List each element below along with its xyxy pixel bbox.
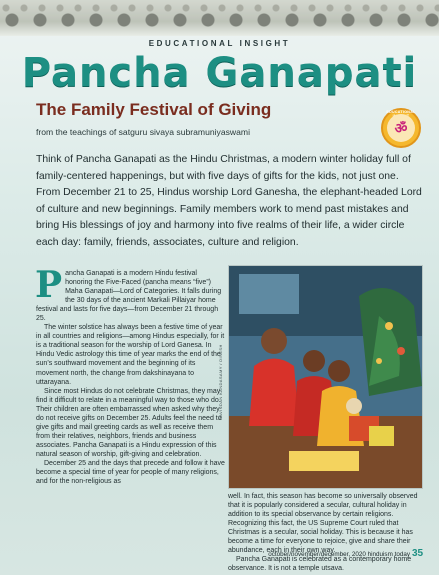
photo-credit: RAVINDAN KANDASAMY / DINESH [218, 344, 223, 420]
body-paragraph: Since most Hindus do not celebrate Christmas, they may find it difficult to relate in a meaningful way to those who do. Their children are often embarrassed when asked why they do not receive gifts on December 25. Adults feel the need to give gifts and mail greeting cards as well as receive them from their relatives, neighbors, friends and business associates. Pancha Ganapati is a Hindu expression of this natural season of worship, gift-giving and celebration. [36, 387, 222, 458]
section-kicker: EDUCATIONAL INSIGHT [148, 39, 291, 48]
drop-cap: P [35, 264, 63, 306]
lede-paragraph: Think of Pancha Ganapati as the Hindu Christmas, a modern winter holiday full of family-centered happenings, but with five days of gifts for the kids, not just one. From December 21 to 25, Hindus worship Lord Ganesha, the elephant-headed Lord of culture and new beginnings. Family members work to mend past mistakes and bring His blessings of joy and harmony into five realms of their life, a wider circle each day: family, friends, associates, culture and religion. [36, 154, 422, 248]
body-paragraph: The winter solstice has always been a festive time of year in all countries and religions—among Hindus especially, for it is a traditional season for the worship of Lord Ganesa. In Hindu Vedic astrology this time of year marks the end of the sun’s southward movement and the beginning of its movement north, the change from dakshinayana to uttarayana. [36, 324, 225, 386]
body-paragraph: December 25 and the days that precede and follow it have become a special time of year for people of many religions, and for the non-religious as [36, 459, 225, 486]
educational-insight-badge [381, 108, 421, 148]
article-title: Pancha Ganapati [21, 50, 418, 96]
badge-label: EDUCATIONAL [386, 110, 416, 114]
decorative-border [0, 0, 439, 36]
article-byline: from the teachings of satguru sivaya subramuniyaswami [36, 127, 250, 137]
family-photo [228, 265, 423, 489]
body-column-1 [35, 264, 226, 486]
om-icon: ॐ [394, 121, 408, 137]
page-number: 35 [412, 548, 424, 559]
body-paragraph: well. In fact, this season has become so universally observed that it is popularly considered a secular, cultural holiday in addition to its special observance by certain religions. Recognizing this fact, the US Supreme Court ruled that Christmas is a secular, social holiday. This is because it has become a time for everyone to rejoice, give and share their abundance, each in their own way. [228, 493, 418, 555]
article-subtitle: The Family Festival of Giving [36, 100, 272, 119]
issue-line: october/november/december, 2020 hinduism today [268, 551, 410, 558]
body-paragraph: Pancha Ganapati is celebrated as a contemporary home observance. It is not a temple utsava. [228, 556, 412, 573]
family-photo-illustration [229, 266, 422, 488]
body-column-2 [228, 492, 421, 573]
paragraph-text: ancha Ganapati is a modern Hindu festival honoring the Five-Faced (pancha means “five”) Maha Ganapati—Lord of Categories. It falls during the 30 days of the ancient Markali Pillaiyar home festival and lasts for five days—from December 21 through 25. [36, 270, 222, 323]
body-paragraph [35, 264, 226, 323]
